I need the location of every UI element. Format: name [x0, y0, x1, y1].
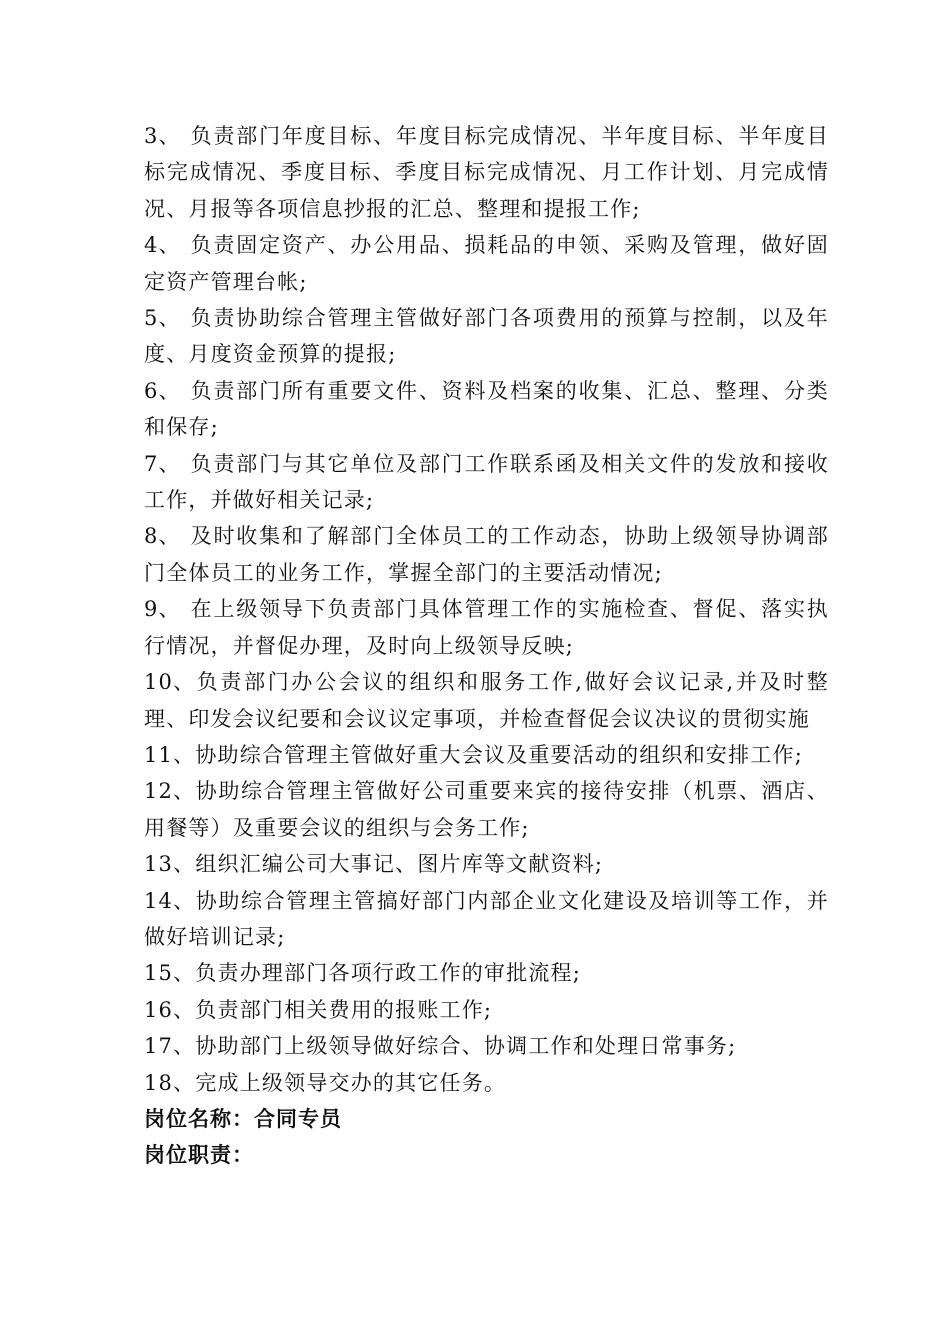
duty-text: 负责部门所有重要文件、资料及档案的收集、汇总、整理、分类和保存;: [144, 378, 829, 440]
duty-item: [144, 300, 829, 373]
duty-item: [144, 446, 829, 519]
duty-text: 组织汇编公司大事记、图片库等文献资料;: [195, 852, 604, 877]
duty-number: 15、: [144, 961, 196, 986]
duty-number: 17、: [144, 1034, 196, 1059]
duty-text: 在上级领导下负责部门具体管理工作的实施检查、督促、落实执行情况，并督促办理，及时向上级领导反映;: [144, 597, 829, 658]
duty-text: 协助部门上级领导做好综合、协调工作和处理日常事务;: [195, 1034, 737, 1059]
duty-item: [144, 1028, 829, 1064]
position-duties-heading: 岗位职责：: [144, 1142, 254, 1168]
duty-text: 负责固定资产、办公用品、损耗品的申领、采购及管理，做好固定资产管理台帐;: [144, 233, 829, 294]
duty-item: [144, 955, 829, 991]
duty-item: [144, 591, 829, 664]
duty-item: [144, 846, 829, 882]
duty-item: [144, 773, 829, 846]
duty-number: 6、: [144, 378, 181, 403]
duty-number: 14、: [144, 888, 196, 913]
duty-item: [144, 373, 829, 446]
duty-list: [144, 118, 829, 1101]
duty-number: 5、: [144, 306, 181, 331]
duty-number: 9、: [144, 597, 181, 622]
duty-text: 协助综合管理主管搞好部门内部企业文化建设及培训等工作，并做好培训记录;: [144, 888, 829, 949]
duty-number: 7、: [144, 451, 181, 476]
duty-text: 负责部门与其它单位及部门工作联系函及相关文件的发放和接收工作，并做好相关记录;: [144, 451, 829, 513]
duty-item: [144, 227, 829, 300]
duty-text: 完成上级领导交办的其它任务。: [195, 1070, 507, 1095]
duty-number: 18、: [144, 1070, 196, 1095]
duty-item: [144, 1065, 829, 1101]
duty-text: 负责部门相关费用的报账工作;: [195, 997, 493, 1022]
duty-number: 10、: [144, 670, 196, 695]
duty-item: [144, 883, 829, 956]
duty-number: 4、: [144, 233, 181, 258]
duty-text: 负责部门年度目标、年度目标完成情况、半年度目标、半年度目标完成情况、季度目标、季度目标完成情况、月工作计划、月完成情况、月报等各项信息抄报的汇总、整理和提报工作;: [144, 124, 829, 221]
duty-item: [144, 118, 829, 227]
duty-text: 负责办理部门各项行政工作的审批流程;: [195, 961, 582, 986]
position-title: 岗位名称：合同专员: [144, 1105, 342, 1131]
duty-text: 负责部门办公会议的组织和服务工作,做好会议记录,并及时整理、印发会议纪要和会议议定事项，并检查督促会议决议的贯彻实施: [144, 670, 829, 731]
duty-text: 协助综合管理主管做好重大会议及重要活动的组织和安排工作;: [195, 742, 804, 767]
duty-number: 13、: [144, 852, 196, 877]
duty-number: 8、: [144, 524, 181, 549]
duty-text: 及时收集和了解部门全体员工的工作动态，协助上级领导协调部门全体员工的业务工作，掌握全部门的主要活动情况;: [144, 524, 829, 585]
duty-number: 3、: [144, 124, 181, 148]
duty-number: 12、: [144, 779, 196, 804]
duty-item: [144, 737, 829, 773]
duty-text: 负责协助综合管理主管做好部门各项费用的预算与控制，以及年度、月度资金预算的提报;: [144, 306, 829, 367]
duty-item: [144, 992, 829, 1028]
duty-text: 协助综合管理主管做好公司重要来宾的接待安排（机票、酒店、用餐等）及重要会议的组织与会务工作;: [144, 779, 829, 840]
duty-item: [144, 664, 829, 737]
duty-number: 11、: [144, 742, 196, 767]
duty-item: [144, 518, 829, 591]
document-page: [144, 118, 829, 1174]
duty-number: 16、: [144, 997, 196, 1022]
